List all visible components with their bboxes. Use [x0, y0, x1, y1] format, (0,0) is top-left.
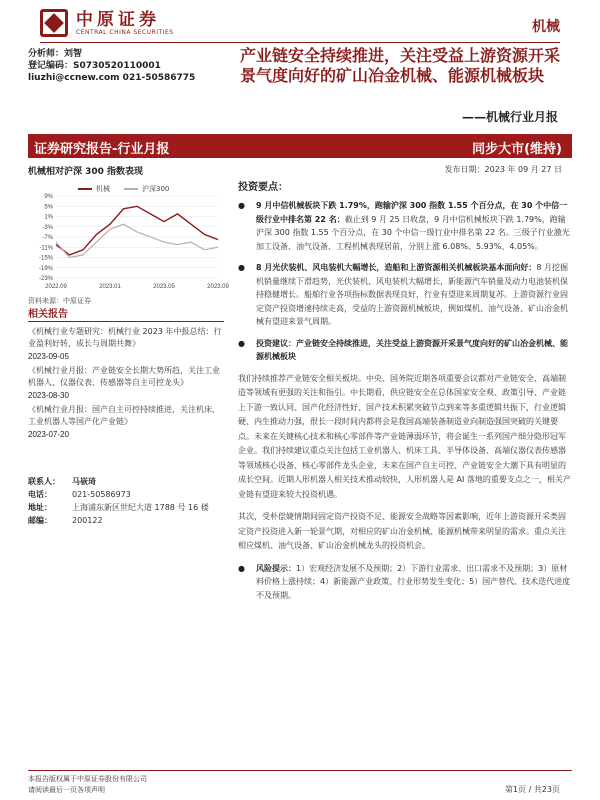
y-tick-label: 5% — [44, 204, 53, 211]
analyst-registration: 登记编码：S0730520110001 — [28, 61, 161, 71]
page-footer — [28, 770, 572, 796]
copyright-note: 本报告版权属于中原证券股份有限公司 — [28, 775, 147, 783]
related-report-date: 2023-09-05 — [28, 352, 69, 361]
series-line-hs300 — [56, 224, 218, 257]
relative-performance-chart — [28, 190, 229, 294]
address-label: 地址： — [28, 503, 52, 512]
related-report-item[interactable]: 《机械行业专题研究：机械行业 2023 年中报总结：行业盈利好转，成长与周期共舞》 — [28, 327, 222, 348]
y-tick-label: -3% — [42, 224, 53, 231]
disclaimer-note: 请阅读最后一页各项声明 — [28, 786, 105, 794]
address-value: 上海浦东新区世纪大道 1788 号 16 楼 — [72, 503, 209, 512]
zip-label: 邮编： — [28, 516, 52, 525]
paragraph-2: 其次，受朴偿婕情期间固定资产投资不足、能源安全战略等因素影响，近年上游资源开采类固定资产投资进入新一轮景气期，对相应的矿山冶金机械、能源机械带来明显的需求。重点关注相应煤机、油气设备、矿山冶金机械龙头的投资机会。 — [238, 512, 566, 550]
company-logo — [40, 9, 174, 37]
left-column — [28, 164, 229, 305]
contact-info — [28, 475, 224, 527]
y-tick-label: -23% — [38, 276, 53, 282]
investment-points-heading: 投资要点： — [238, 182, 288, 193]
page-number: 第1页 / 共23页 — [504, 785, 560, 794]
y-tick-label: -7% — [42, 235, 53, 241]
x-tick-label: 2023.09 — [207, 284, 229, 290]
chart-title: 机械相对沪深 300 指数表现 — [28, 167, 144, 177]
header-divider — [40, 42, 560, 43]
analyst-info — [28, 48, 195, 84]
y-tick-label: 9% — [44, 194, 53, 200]
zip-value: 200122 — [72, 516, 103, 525]
logo-name-cn: 中原证券 — [76, 9, 160, 30]
legend-item-hs300: 沪深300 — [124, 184, 169, 194]
related-report-item[interactable]: 《机械行业月报：国产自主可控持续推进，关注机床、工业机器人等国产化产业链》 — [28, 405, 220, 426]
publish-date: 发布日期：2023 年 09 月 27 日 — [444, 165, 562, 174]
report-subtitle: ——机械行业月报 — [461, 110, 558, 124]
contact-person: 马嵚琦 — [72, 477, 96, 486]
investment-points — [238, 178, 572, 602]
x-tick-label: 2023.01 — [99, 284, 121, 290]
report-type-band — [28, 134, 572, 158]
point-1: ● 9 月中信机械板块下跌 1.79%，跑输沪深 300 指数 1.55 个百分点，在 30 个中信一级行业中排名第 22 名：截止到 9 月 25 日收盘，9 月中信机械板块下跌 1.79%，跑输沪深 300 指数 1.55 个百分点，在 30 个中信一级行业中排名第 22 名。三级子行业激光加工设备、油气设备、工程机械表现居前，分别上涨 6.08%、5.93%、4.05%。 — [238, 199, 572, 253]
legend-item-jixie: 机械 — [78, 184, 110, 194]
phone-label: 电话： — [28, 490, 52, 499]
y-tick-label: -11% — [39, 245, 53, 252]
report-title: 产业链安全持续推进，关注受益上游资源开采景气度向好的矿山冶金机械、能源机械板块 — [240, 46, 561, 85]
logo-name-en: CENTRAL CHINA SECURITIES — [76, 28, 174, 36]
series-line-jixie — [56, 206, 218, 255]
y-tick-label: 1% — [44, 214, 53, 221]
x-tick-label: 2023.05 — [153, 284, 175, 290]
x-tick-label: 2022.09 — [45, 284, 67, 290]
logo-mark-icon — [40, 9, 68, 37]
point-3: ● 投资建议：产业链安全持续推进，关注受益上游资源开采景气度向好的矿山冶金机械、能源机械板块 — [238, 337, 572, 364]
risk-warning: ● 风险提示：1）宏观经济发展不及预期；2）下游行业需求、出口需求不及预期；3）原材料价格上涨持续；4）新能源产业政策、行业形势发生变化；5）国产替代、技术迭代进度不及预期。 — [238, 562, 572, 603]
related-reports — [28, 305, 224, 439]
related-reports-heading: 相关报告 — [28, 305, 224, 322]
sector-tag: 机械 — [532, 19, 560, 35]
chart-source: 资料来源：中原证券 — [28, 297, 91, 305]
point-2: ● 8 月光伏装机、风电装机大幅增长，造船和上游资源相关机械板块基本面向好：8 月挖掘机销量继续下滑趋势，光伏装机、风电装机大幅增长，新能源汽车销量及动力电池装机保持稳健增长。船舶行业各项指标数据表现良好，行业有望迎来周期复苏。上游资源行业固定资产投资增速持续走高，受益的上游资源机械板块，例如煤机、油气设备、矿山冶金机械有望迎来景气周期。 — [238, 261, 572, 329]
contact-person-label: 联系人： — [28, 477, 60, 486]
related-report-date: 2023-07-20 — [28, 430, 69, 439]
related-report-item[interactable]: 《机械行业月报：产业链安全长期大势所趋，关注工业机器人、仪器仪表、传感器等自主可控龙头》 — [28, 366, 220, 387]
rating: 同步大市(维持) — [472, 142, 562, 157]
y-tick-label: -19% — [38, 265, 53, 272]
related-report-date: 2023-08-30 — [28, 391, 69, 400]
phone-value: 021-50586973 — [72, 490, 131, 499]
report-type: 证券研究报告-行业月报 — [34, 142, 170, 157]
analyst-name: 分析师：刘智 — [28, 49, 83, 59]
y-tick-label: -15% — [38, 255, 53, 262]
page-header — [0, 0, 600, 44]
paragraph-1: 我们持续推荐产业链安全相关板块。中央、国务院近期各项重要会议都对产业链安全、高端制造等领域有更强的关注和指引。中长期看，供应链安全在总体国家安全观、政策引导、产业链上下游一致认同、国产化经济性好、国产技术积累突破节点到来等多重逻辑共振下，行业逻辑硬、内生推动力强，很长一段时间内都将会是我国高端装备制造业向制造强国突破的关键要点。未来在关键核心技术和核心零部件等产业链薄弱环节，将会诞生一系列国产细分隐形冠军企业。我们持续建议重点关注包括工业机器人、机床工具、半导体设备、高端仪器仪表传感器等领域核心设备、核心零部件龙头企业，未来在国产自主可控、产业链安全大潮下具有明显的成长空间。近期人形机器人相关技术推动较快，人形机器人是 AI 落地的重要支点之一，相关产业链有望迎来较大投资机遇。 — [238, 373, 571, 499]
analyst-contact: liuzhi@ccnew.com 021-50586775 — [28, 73, 196, 83]
